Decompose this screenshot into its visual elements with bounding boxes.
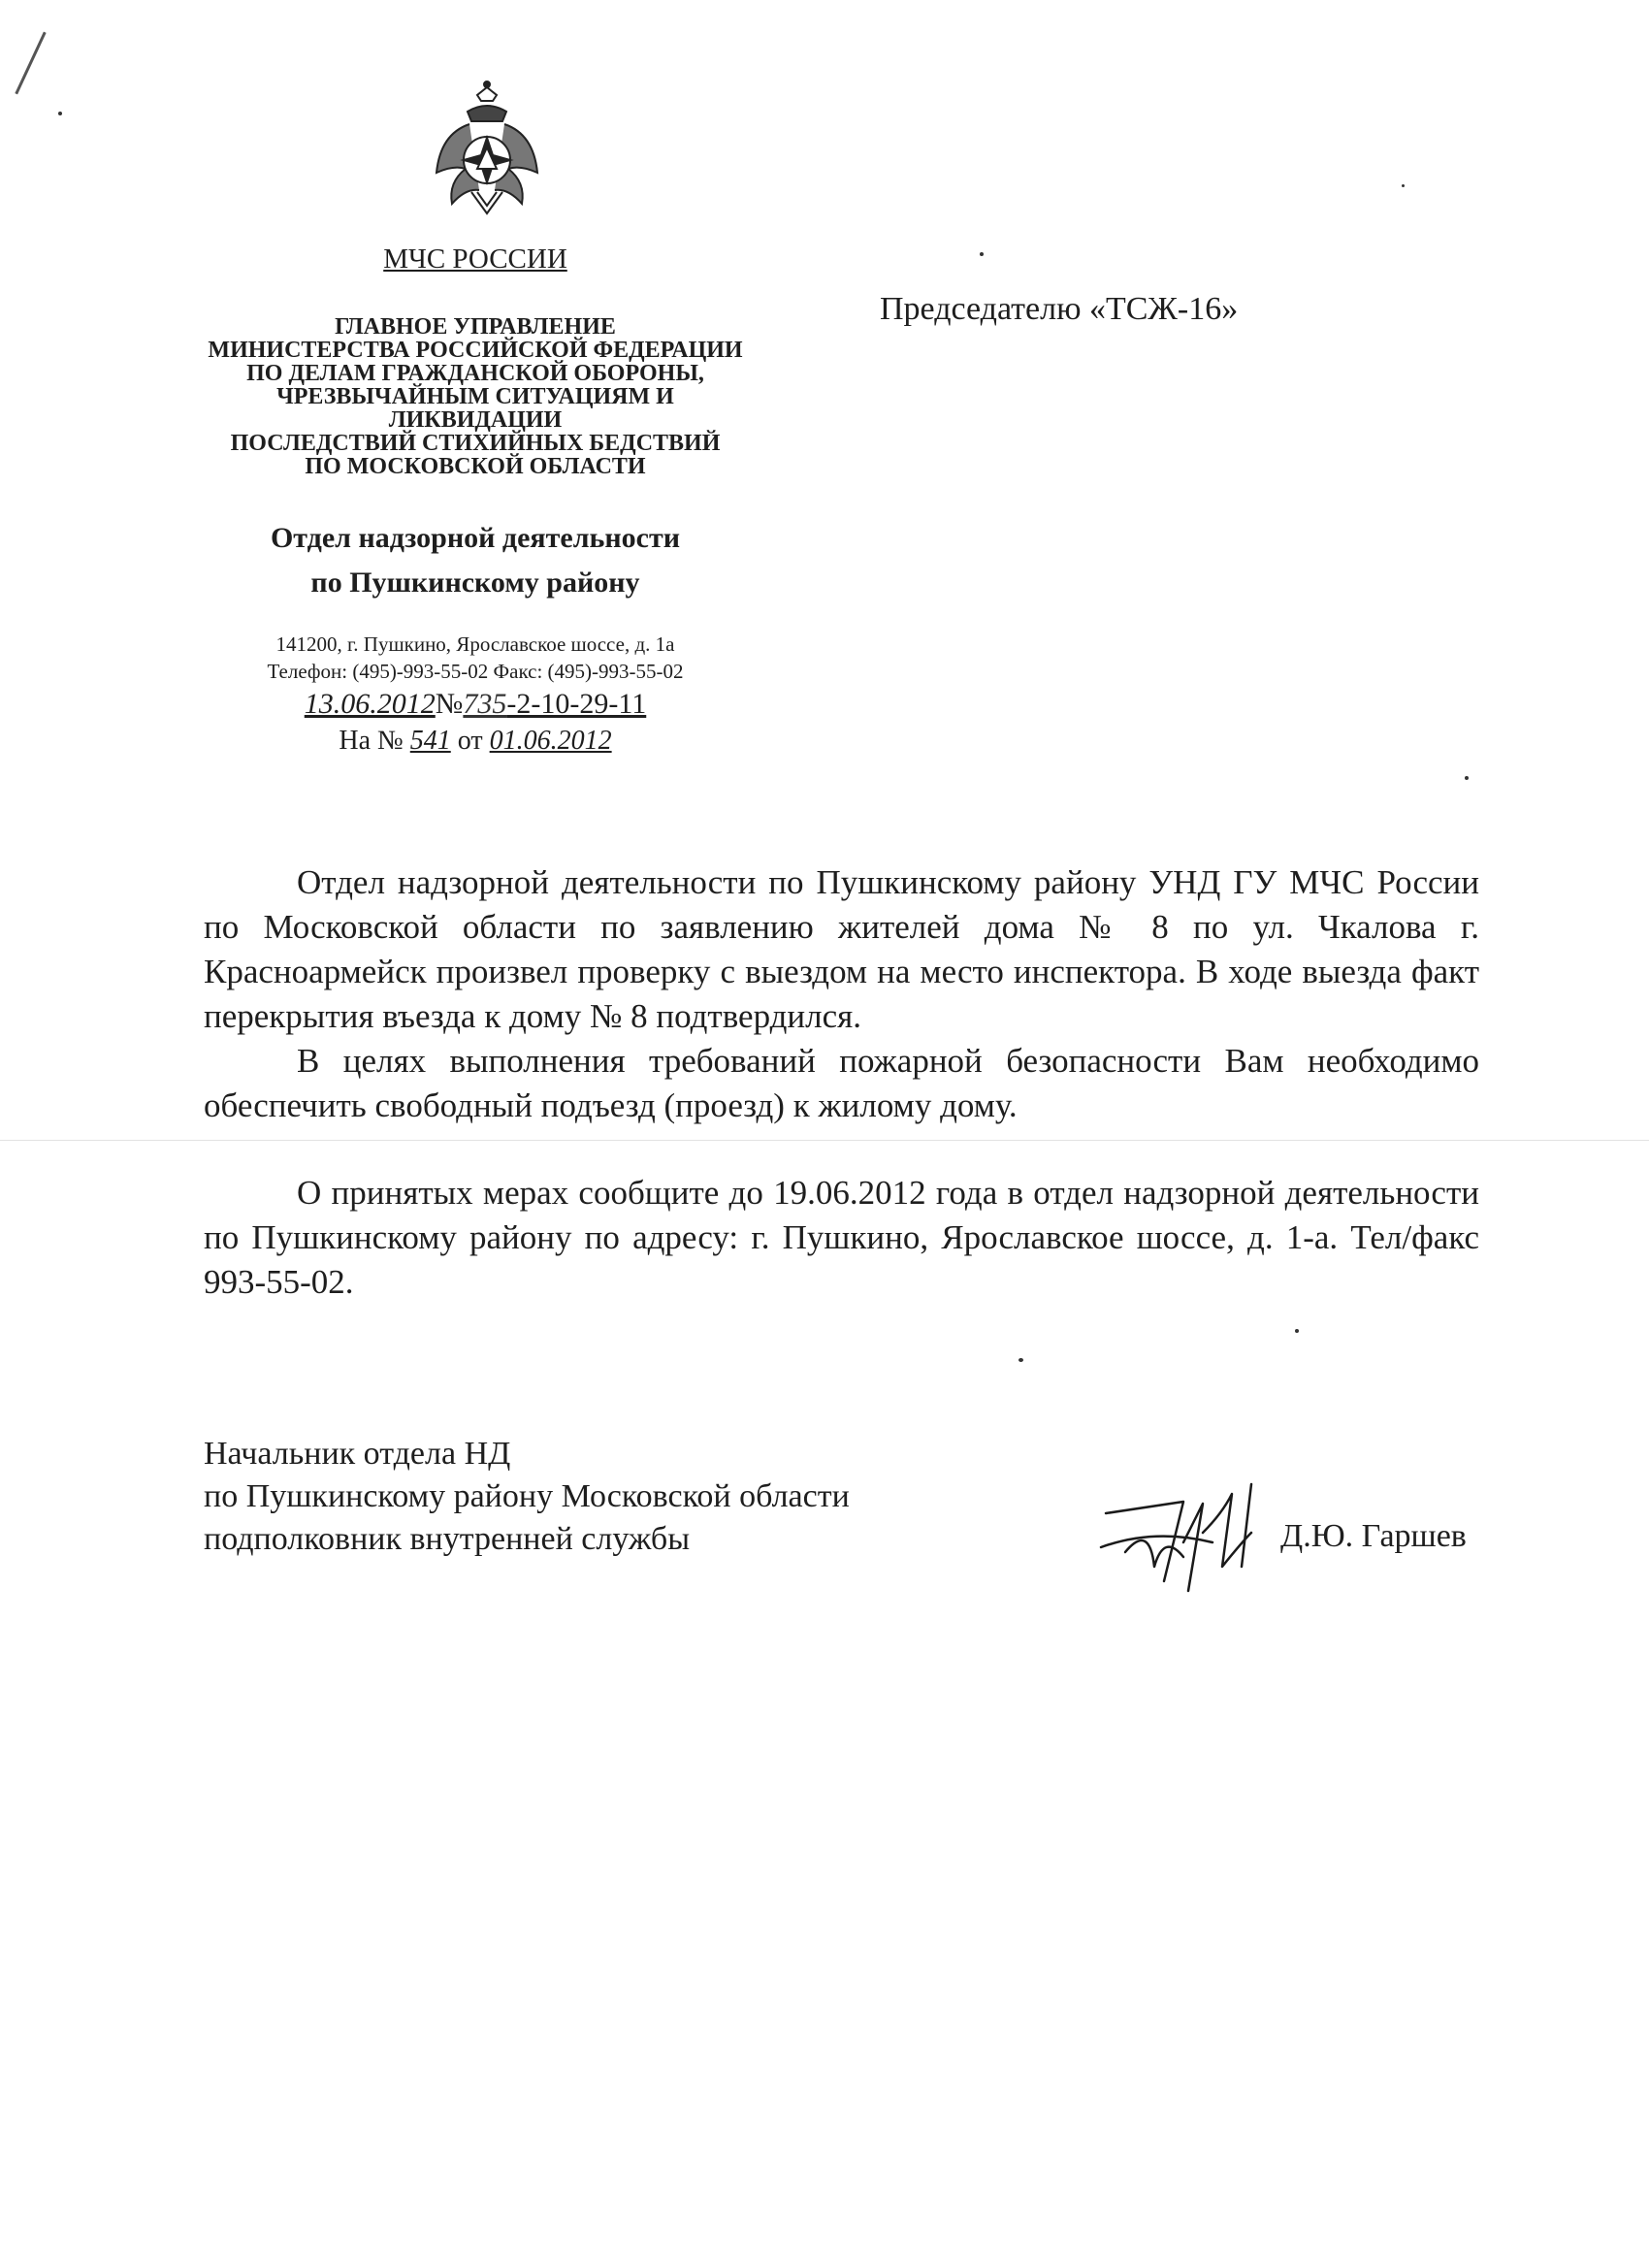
letter-body xyxy=(204,860,1479,1128)
ministry-title xyxy=(175,315,776,478)
ministry-line: ЛИКВИДАЦИИ xyxy=(388,407,563,433)
agency-name: МЧС РОССИИ xyxy=(383,243,567,275)
ref-prefix: На № xyxy=(339,726,404,756)
department-title xyxy=(175,516,776,605)
department-line: Отдел надзорной деятельности xyxy=(270,522,681,554)
signer-title xyxy=(204,1433,850,1561)
body-paragraph: Отдел надзорной деятельности по Пушкинскому району УНД ГУ МЧС России по Московской области по заявлению жителей дома № 8 по ул. Чкалова г. Красноармейск произвел проверку с выездом на место инспектора. В ходе выезда факт перекрытия въезда к дому № 8 подтвердился. xyxy=(204,863,1479,1035)
registration-number xyxy=(175,685,776,724)
scan-speck xyxy=(1402,184,1405,187)
scan-speck xyxy=(1018,1358,1023,1362)
body-paragraph: О принятых мерах сообщите до 19.06.2012 года в отдел надзорной деятельности по Пушкинскому району по адресу: г. Пушкино, Ярославское шоссе, д. 1-а. Тел/факс 993-55-02. xyxy=(204,1174,1479,1301)
scan-speck xyxy=(58,112,62,115)
scan-speck xyxy=(1295,1329,1299,1333)
mchs-emblem-icon xyxy=(429,78,545,223)
ref-mid: от xyxy=(457,726,483,756)
phone-fax: Телефон: (495)-993-55-02 Факс: (495)-993-55-02 xyxy=(267,660,684,683)
handwritten-signature-icon xyxy=(1096,1474,1280,1601)
ministry-line: ЧРЕЗВЫЧАЙНЫМ СИТУАЦИЯМ И xyxy=(276,384,674,409)
ref-no: 541 xyxy=(409,726,451,756)
signer-title-line: по Пушкинскому району Московской области xyxy=(204,1478,850,1514)
pen-mark xyxy=(15,32,46,95)
contact-block xyxy=(175,631,776,685)
reg-no-label: № xyxy=(435,688,464,720)
reg-date: 13.06.2012 xyxy=(304,688,436,720)
reg-no-suffix: -2-10-29-11 xyxy=(506,688,647,720)
ministry-line: МИНИСТЕРСТВА РОССИЙСКОЙ ФЕДЕРАЦИИ xyxy=(208,338,743,363)
reg-no-handwritten: 735 xyxy=(463,688,507,720)
signer-title-line: Начальник отдела НД xyxy=(204,1436,511,1472)
ministry-line: ГЛАВНОЕ УПРАВЛЕНИЕ xyxy=(335,314,616,340)
scan-speck xyxy=(1465,776,1469,780)
fold-crease xyxy=(0,1140,1649,1141)
ministry-line: ПО МОСКОВСКОЙ ОБЛАСТИ xyxy=(305,454,646,479)
body-paragraph: В целях выполнения требований пожарной безопасности Вам необходимо обеспечить свободный подъезд (проезд) к жилому дому. xyxy=(204,1042,1479,1124)
signer-title-line: подполковник внутренней службы xyxy=(204,1521,691,1557)
department-line: по Пушкинскому району xyxy=(310,567,640,599)
ministry-line: ПОСЛЕДСТВИЙ СТИХИЙНЫХ БЕДСТВИЙ xyxy=(230,431,721,456)
scan-speck xyxy=(980,252,984,256)
addressee: Председателю «ТСЖ-16» xyxy=(880,291,1239,327)
signer-name: Д.Ю. Гаршев xyxy=(1280,1518,1467,1554)
letter-body-closing xyxy=(204,1171,1479,1305)
reference-number xyxy=(175,722,776,761)
ref-date: 01.06.2012 xyxy=(489,726,612,756)
ministry-line: ПО ДЕЛАМ ГРАЖДАНСКОЙ ОБОРОНЫ, xyxy=(246,361,704,386)
postal-address: 141200, г. Пушкино, Ярославское шоссе, д. 1а xyxy=(275,632,675,656)
